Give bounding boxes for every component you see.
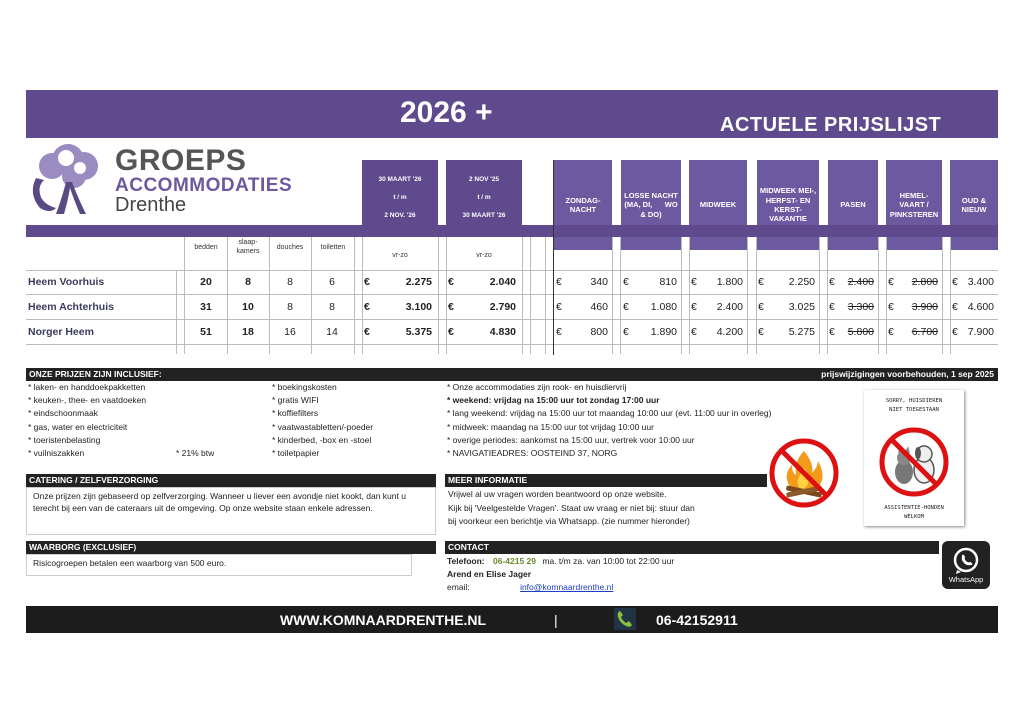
footer-bar bbox=[26, 606, 998, 633]
sign-line: SORRY, HUISDIEREN bbox=[885, 398, 943, 404]
currency-symbol: € bbox=[829, 301, 835, 313]
period-header-2 bbox=[446, 160, 522, 225]
cell-price: 1.800 bbox=[716, 276, 743, 288]
period-start: 30 MAART '26 bbox=[378, 176, 422, 183]
table-col-rule bbox=[747, 237, 748, 354]
sign-text-top bbox=[864, 397, 964, 415]
period-sep: t / m bbox=[393, 194, 407, 201]
meer-info-text bbox=[448, 488, 695, 529]
waarborg-text: Risicogroepen betalen een waarborg van 500 euro. bbox=[26, 554, 412, 576]
whatsapp-label: WhatsApp bbox=[948, 575, 984, 584]
inclusief-item: * vaatwastabletten/-poeder bbox=[272, 421, 374, 432]
col-line: HERFST- EN bbox=[765, 195, 811, 205]
phone-number[interactable]: 06-4215 29 bbox=[493, 556, 537, 566]
currency-symbol: € bbox=[888, 326, 894, 338]
cell-kamers: 18 bbox=[242, 326, 254, 338]
table-col-rule bbox=[354, 237, 355, 354]
inclusief-item: * koffiefilters bbox=[272, 408, 319, 419]
period-end: 2 NOV. '26 bbox=[384, 212, 416, 219]
footer-website[interactable]: WWW.KOMNAARDRENTHE.NL bbox=[280, 612, 487, 628]
cell-price-p2: 4.830 bbox=[489, 326, 516, 338]
currency-symbol: € bbox=[691, 276, 697, 288]
col-line: PASEN bbox=[840, 200, 866, 210]
table-col-rule bbox=[530, 237, 531, 354]
cell-toiletten: 14 bbox=[326, 326, 338, 338]
row-name: Heem Voorhuis bbox=[28, 276, 105, 288]
cell-price: 3.400 bbox=[967, 276, 994, 288]
col-line: PINKSTEREN bbox=[889, 209, 939, 219]
rule-item: * NAVIGATIEADRES: OOSTEIND 37, NORG bbox=[447, 448, 618, 459]
cell-price: 3.900 bbox=[911, 301, 938, 313]
currency-symbol: € bbox=[952, 326, 958, 338]
cell-price: 5.800 bbox=[847, 326, 874, 338]
cell-price: 1.890 bbox=[650, 326, 677, 338]
cell-price: 4.200 bbox=[716, 326, 743, 338]
currency-symbol: € bbox=[364, 326, 370, 338]
cell-price: 5.275 bbox=[788, 326, 815, 338]
inclusief-item: * toiletpapier bbox=[272, 448, 320, 459]
currency-symbol: € bbox=[952, 276, 958, 288]
table-col-rule bbox=[878, 237, 879, 354]
cell-price: 2.400 bbox=[847, 276, 874, 288]
contact-names: Arend en Elise Jager bbox=[447, 569, 532, 579]
table-col-rule bbox=[681, 237, 682, 354]
rule-item: * midweek: maandag na 15:00 uur tot vrijdag 10:00 uur bbox=[447, 421, 654, 432]
cell-price-p1: 2.275 bbox=[405, 276, 432, 288]
footer-phone[interactable]: 06-42152911 bbox=[656, 612, 738, 628]
currency-symbol: € bbox=[556, 326, 562, 338]
cell-price-p2: 2.790 bbox=[489, 301, 516, 313]
cell-kamers: 10 bbox=[242, 301, 254, 313]
table-rule bbox=[26, 319, 998, 320]
cell-price: 2.250 bbox=[788, 276, 815, 288]
inclusief-item: * kinderbed, -box en -stoel bbox=[272, 434, 372, 445]
whatsapp-button[interactable] bbox=[942, 541, 990, 589]
subhead-period2: vr-zo bbox=[476, 252, 492, 259]
table-col-rule bbox=[446, 237, 447, 354]
phone-icon bbox=[614, 608, 636, 630]
currency-symbol: € bbox=[691, 301, 697, 313]
col-line: VAART / bbox=[899, 200, 929, 210]
cell-price: 460 bbox=[590, 301, 608, 313]
cell-price-p2: 2.040 bbox=[489, 276, 516, 288]
inclusief-item: * eindschoonmaak bbox=[28, 408, 98, 419]
info-line: bij voorkeur een berichtje via Whatsapp. (zie nummer hieronder) bbox=[448, 516, 690, 526]
currency-symbol: € bbox=[448, 326, 454, 338]
cell-price: 3.300 bbox=[847, 301, 874, 313]
cell-price-p1: 5.375 bbox=[405, 326, 432, 338]
footer-separator: | bbox=[554, 612, 558, 628]
sign-line: WELKOM bbox=[904, 514, 924, 520]
cell-bedden: 31 bbox=[200, 301, 212, 313]
table-col-rule bbox=[689, 237, 690, 354]
subhead-period1: vr-zo bbox=[392, 252, 408, 259]
cell-price: 2.400 bbox=[716, 301, 743, 313]
col-line: ZONDAG- bbox=[565, 195, 601, 205]
col-line: MIDWEEK MEI-, bbox=[759, 186, 817, 196]
contact-phone-line bbox=[447, 556, 674, 566]
cell-price: 810 bbox=[659, 276, 677, 288]
whatsapp-icon bbox=[942, 543, 990, 577]
table-col-rule bbox=[886, 237, 887, 354]
logo-tree-icon bbox=[26, 138, 112, 218]
period-header-1 bbox=[362, 160, 438, 225]
cell-toiletten: 8 bbox=[329, 301, 335, 313]
waarborg-header: WAARBORG (EXCLUSIEF) bbox=[26, 541, 436, 554]
no-pets-sign bbox=[864, 390, 964, 526]
cell-douches: 8 bbox=[287, 276, 293, 288]
inclusief-item: * vuilniszakken bbox=[28, 448, 85, 459]
year-title: 2026 + bbox=[400, 96, 493, 129]
inclusief-item: * boekingskosten bbox=[272, 382, 337, 392]
table-col-rule bbox=[942, 237, 943, 354]
table-rule bbox=[26, 294, 998, 295]
table-col-rule bbox=[545, 237, 546, 354]
no-pets-icon bbox=[878, 426, 950, 503]
inclusief-title: ONZE PRIJZEN ZIJN INCLUSIEF: bbox=[29, 369, 162, 379]
inclusief-col1 bbox=[28, 381, 178, 460]
logo-text-drenthe: Drenthe bbox=[115, 194, 187, 216]
catering-header: CATERING / ZELFVERZORGING bbox=[26, 474, 436, 487]
contact-email-line bbox=[447, 582, 613, 592]
col-line: MIDWEEK bbox=[699, 200, 737, 210]
cell-kamers: 8 bbox=[245, 276, 251, 288]
currency-symbol: € bbox=[448, 301, 454, 313]
cell-price: 2.800 bbox=[911, 276, 938, 288]
cell-price: 7.900 bbox=[967, 326, 994, 338]
inclusief-item: * gratis WIFI bbox=[272, 395, 319, 406]
meer-info-header: MEER INFORMATIE bbox=[445, 474, 767, 487]
currency-symbol: € bbox=[952, 301, 958, 313]
info-line: Kijk bij 'Veelgestelde Vragen'. Staat uw vraag er niet bij: stuur dan bbox=[448, 502, 695, 513]
currency-symbol: € bbox=[758, 301, 764, 313]
price-change-note: prijswijzigingen voorbehouden, 1 sep 2025 bbox=[821, 369, 994, 379]
row-name: Norger Heem bbox=[28, 326, 94, 338]
subhead-line: slaap- bbox=[238, 239, 258, 246]
col-line: & DO) bbox=[640, 209, 662, 219]
period-start: 2 NOV '25 bbox=[468, 176, 500, 183]
currency-symbol: € bbox=[364, 276, 370, 288]
col-line: VAKANTIE bbox=[769, 214, 807, 224]
no-fire-icon bbox=[768, 437, 840, 509]
cell-price: 340 bbox=[590, 276, 608, 288]
table-col-rule bbox=[612, 237, 613, 354]
subhead-douches: douches bbox=[276, 244, 304, 251]
col-line: NIEUW bbox=[961, 205, 987, 214]
cell-price: 1.080 bbox=[650, 301, 677, 313]
rule-item: * Onze accommodaties zijn rook- en huisdiervrij bbox=[447, 382, 627, 392]
email-link[interactable]: info@komnaardrenthe.nl bbox=[520, 582, 614, 592]
currency-symbol: € bbox=[623, 326, 629, 338]
subhead-line: kamers bbox=[236, 248, 260, 255]
period-sep: t / m bbox=[477, 194, 491, 201]
period-end: 30 MAART '26 bbox=[462, 212, 506, 219]
subhead-slaapkamers bbox=[228, 238, 268, 256]
inclusief-col2 bbox=[272, 381, 442, 460]
inclusief-header bbox=[26, 368, 998, 381]
col-line: (MA, DI, WO bbox=[624, 200, 678, 210]
currency-symbol: € bbox=[623, 276, 629, 288]
currency-symbol: € bbox=[691, 326, 697, 338]
table-col-rule bbox=[176, 270, 177, 354]
currency-symbol: € bbox=[758, 326, 764, 338]
catering-text: Onze prijzen zijn gebaseerd op zelfverzorging. Wanneer u liever een avondje niet kookt, dan kunt u terecht bij een van de cateraars uit de omgeving. Op onze website staan enkele adressen. bbox=[26, 487, 436, 535]
table-col-rule bbox=[819, 237, 820, 354]
cell-price: 3.025 bbox=[788, 301, 815, 313]
table-col-rule bbox=[522, 237, 523, 354]
table-col-rule bbox=[756, 237, 757, 354]
sign-text-bottom bbox=[864, 504, 964, 522]
sign-line: NIET TOEGESTAAN bbox=[889, 407, 939, 413]
table-col-rule bbox=[950, 237, 951, 354]
cell-douches: 8 bbox=[287, 301, 293, 313]
currency-symbol: € bbox=[829, 276, 835, 288]
rule-item: * weekend: vrijdag na 15:00 uur tot zondag 17:00 uur bbox=[447, 395, 660, 406]
header-band bbox=[26, 225, 998, 237]
table-col-rule bbox=[362, 237, 363, 354]
currency-symbol: € bbox=[623, 301, 629, 313]
sign-line: ASSISTENTIE-HONDEN bbox=[884, 505, 944, 511]
rule-item: * lang weekend: vrijdag na 15:00 uur tot maandag 10:00 uur (evt. 11:00 uur in overleg) bbox=[447, 408, 772, 419]
table-col-rule bbox=[620, 237, 621, 354]
info-line: Vrijwel al uw vragen worden beantwoord op onze website. bbox=[448, 489, 667, 499]
logo-text-groeps: GROEPS bbox=[115, 144, 247, 177]
inclusief-item: * gas, water en electriciteit bbox=[28, 421, 128, 432]
cell-price: 6.700 bbox=[911, 326, 938, 338]
table-col-rule bbox=[184, 237, 185, 354]
inclusief-item: * laken- en handdoekpakketten bbox=[28, 382, 146, 392]
col-line: KERST- bbox=[774, 205, 802, 214]
pricelist-title: ACTUELE PRIJSLIJST bbox=[720, 114, 942, 136]
currency-symbol: € bbox=[556, 276, 562, 288]
row-name: Heem Achterhuis bbox=[28, 301, 114, 313]
table-rule bbox=[26, 344, 998, 345]
currency-symbol: € bbox=[364, 301, 370, 313]
opening-hours: ma. t/m za. van 10:00 tot 22:00 uur bbox=[542, 556, 675, 566]
email-label: email: bbox=[447, 582, 470, 592]
table-rule bbox=[26, 270, 998, 271]
phone-label: Telefoon: bbox=[447, 556, 485, 566]
cell-price: 800 bbox=[590, 326, 608, 338]
currency-symbol: € bbox=[888, 301, 894, 313]
currency-symbol: € bbox=[888, 276, 894, 288]
table-col-rule bbox=[827, 237, 828, 354]
currency-symbol: € bbox=[556, 301, 562, 313]
inclusief-item: * keuken-, thee- en vaatdoeken bbox=[28, 395, 147, 406]
inclusief-item: * toeristenbelasting bbox=[28, 434, 101, 445]
table-col-rule bbox=[438, 237, 439, 354]
col-line: OUD & bbox=[961, 195, 987, 205]
cell-price-p1: 3.100 bbox=[405, 301, 432, 313]
cell-bedden: 20 bbox=[200, 276, 212, 288]
inclusief-btw: * 21% btw bbox=[176, 448, 215, 458]
contact-header: CONTACT bbox=[445, 541, 939, 554]
table-col-rule bbox=[553, 160, 554, 355]
currency-symbol: € bbox=[448, 276, 454, 288]
cell-price: 4.600 bbox=[967, 301, 994, 313]
rule-item: * overige periodes: aankomst na 15:00 uur, vertrek voor 10:00 uur bbox=[447, 434, 695, 445]
cell-douches: 16 bbox=[284, 326, 296, 338]
col-line: NACHT bbox=[569, 205, 597, 214]
logo-text-accommodaties: ACCOMMODATIES bbox=[115, 175, 293, 196]
subhead-toiletten: toiletten bbox=[320, 244, 346, 251]
col-line: LOSSE NACHT bbox=[624, 190, 678, 200]
currency-symbol: € bbox=[829, 326, 835, 338]
col-line: HEMEL- bbox=[899, 190, 929, 200]
cell-bedden: 51 bbox=[200, 326, 212, 338]
cell-toiletten: 6 bbox=[329, 276, 335, 288]
currency-symbol: € bbox=[758, 276, 764, 288]
subhead-bedden: bedden bbox=[194, 244, 218, 251]
